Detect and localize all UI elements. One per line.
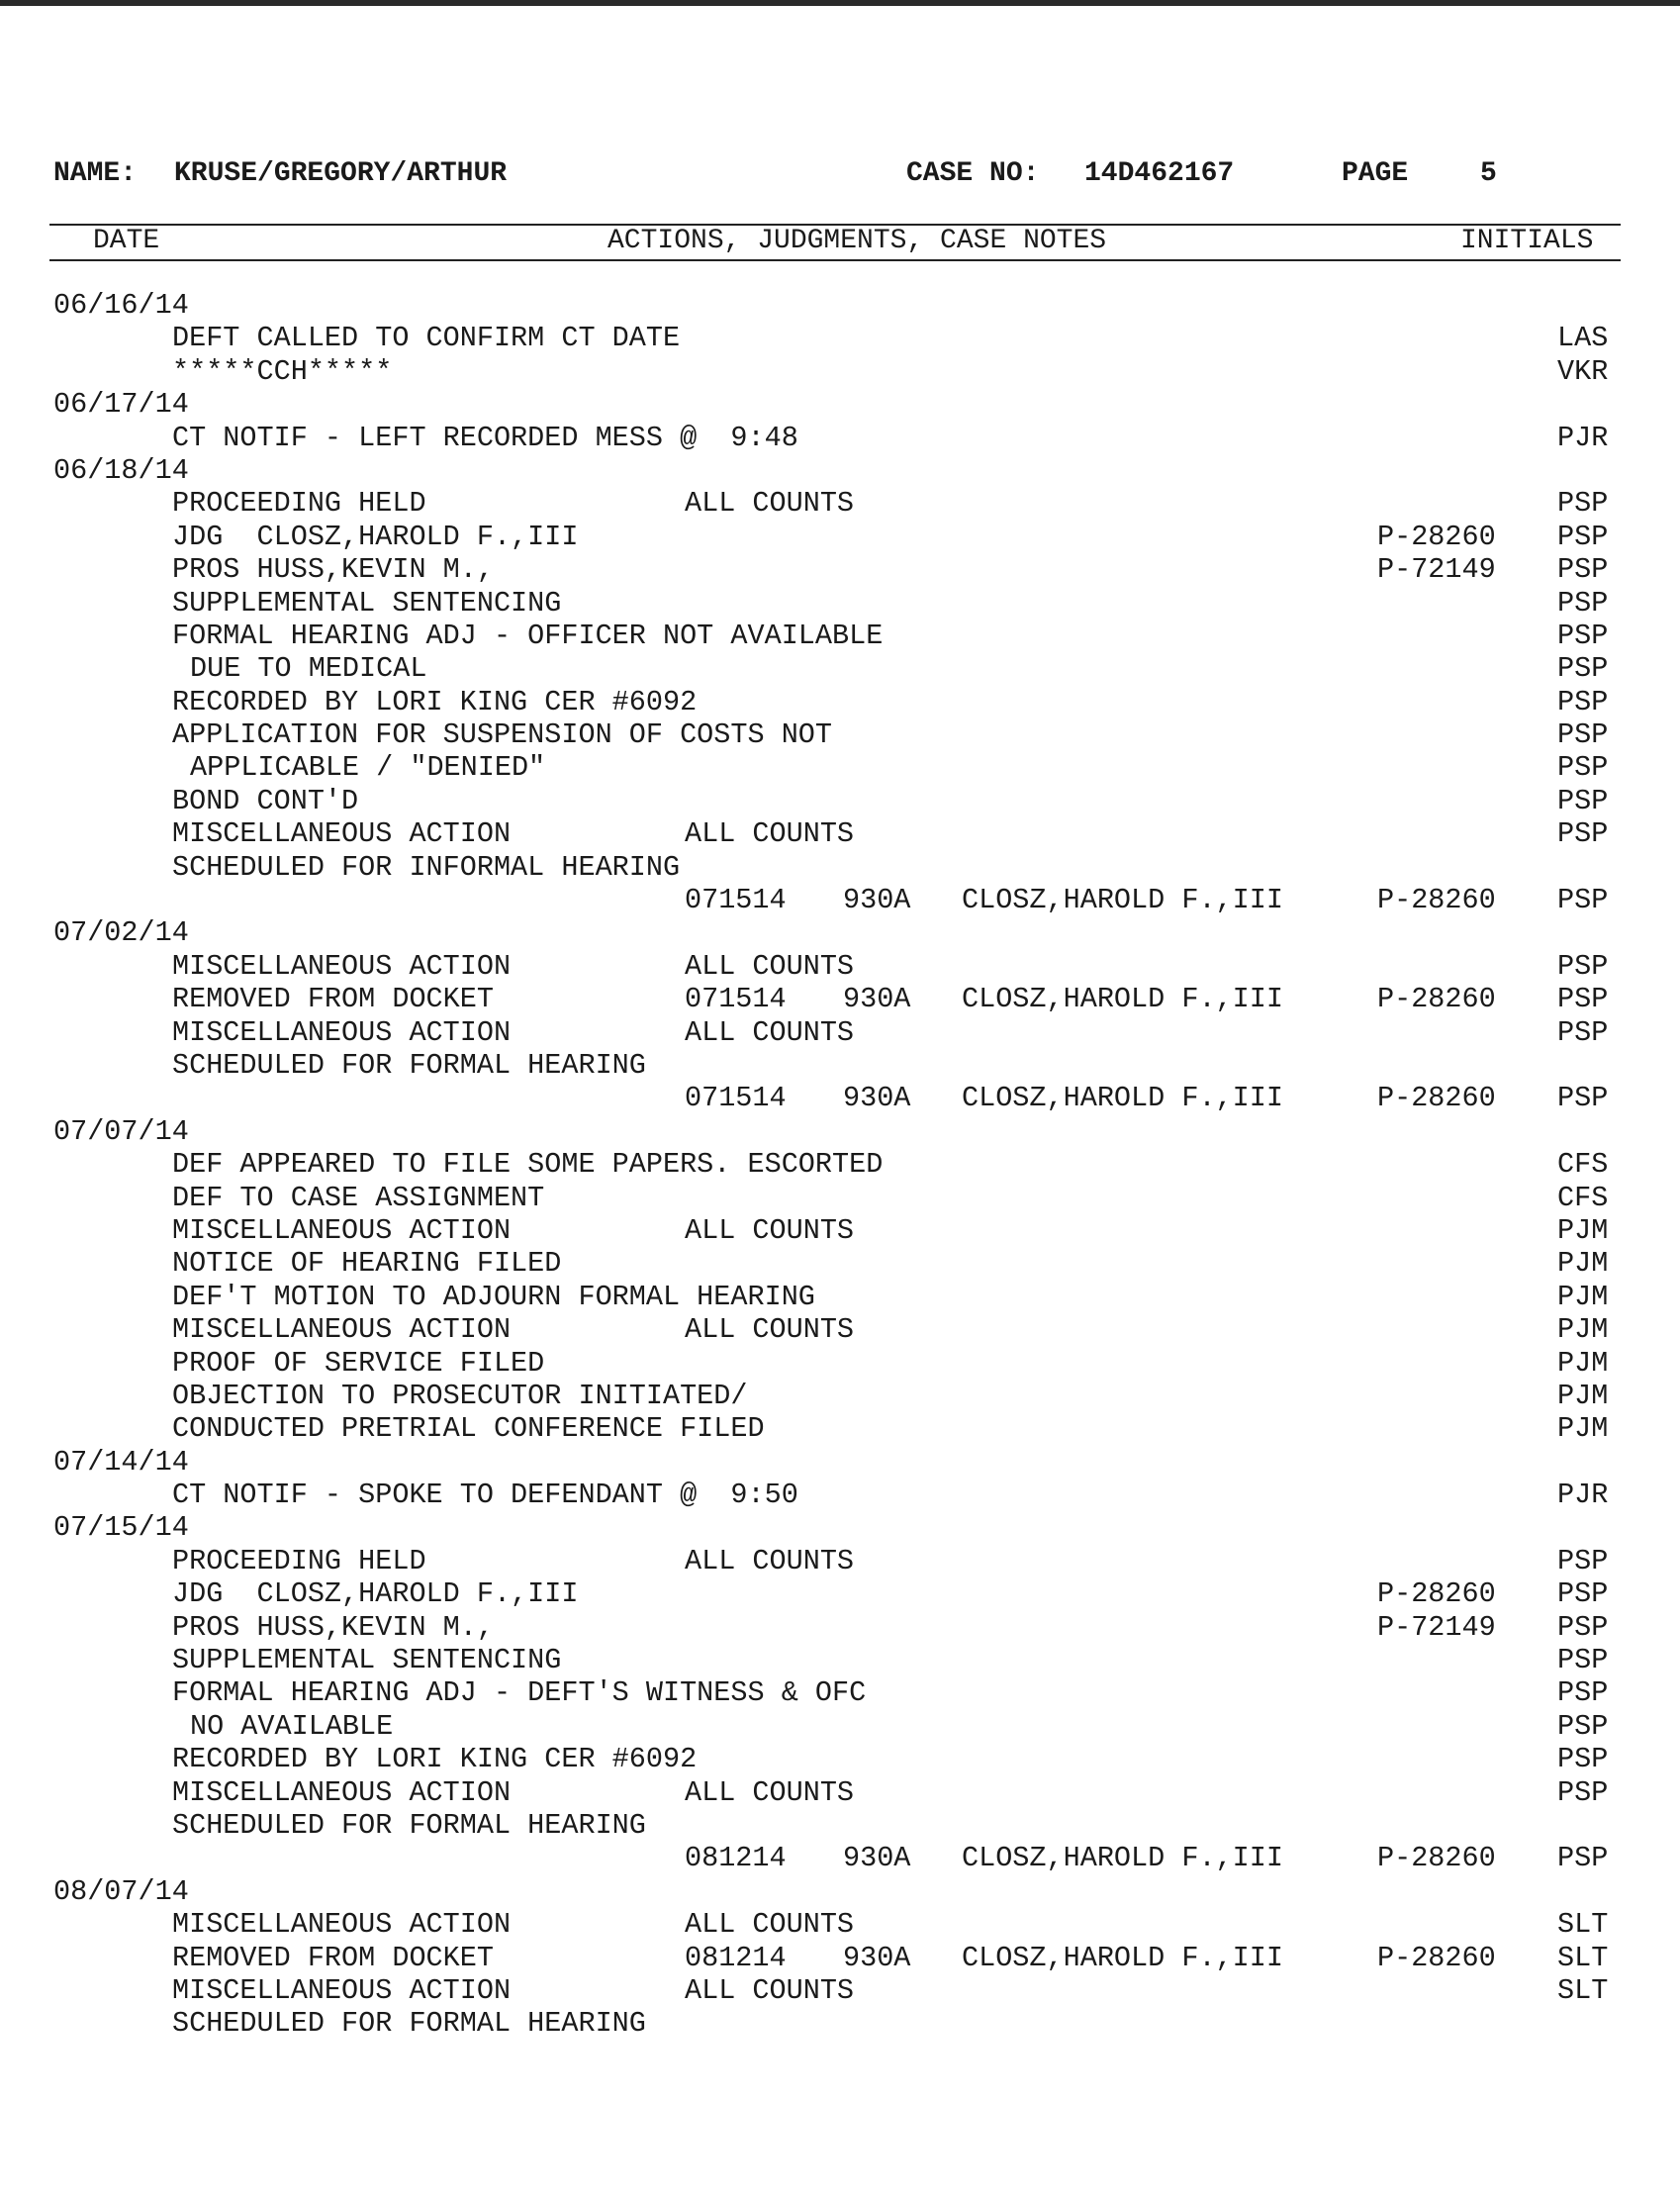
entry-initials: PSP xyxy=(1557,1644,1609,1677)
entry-row xyxy=(0,1842,1680,1874)
entry-date: 06/18/14 xyxy=(53,453,189,487)
entry-initials: PSP xyxy=(1557,1842,1609,1875)
entry-initials: PSP xyxy=(1557,751,1609,785)
entry-row xyxy=(0,1380,1680,1412)
entry-text: *****CCH***** xyxy=(172,354,393,388)
entry-row xyxy=(0,1182,1680,1214)
entry-row xyxy=(0,2007,1680,2040)
entry-initials: PSP xyxy=(1557,487,1609,521)
entry-initials: SLT xyxy=(1557,1973,1609,2007)
entry-row xyxy=(0,620,1680,652)
entry-detail: ALL COUNTS xyxy=(685,1973,855,2007)
date-row xyxy=(0,1511,1680,1544)
entry-text: SUPPLEMENTAL SENTENCING xyxy=(172,586,562,620)
column-actions: ACTIONS, JUDGMENTS, CASE NOTES xyxy=(607,226,1107,256)
entry-row xyxy=(0,1347,1680,1380)
entry-text: MISCELLANEOUS ACTION xyxy=(172,1015,512,1049)
entry-initials: PJM xyxy=(1557,1247,1609,1281)
defendant-name: KRUSE/GREGORY/ARTHUR xyxy=(174,158,508,189)
entry-bar-number: P-28260 xyxy=(1377,1941,1496,1974)
entry-initials: PJM xyxy=(1557,1213,1609,1247)
entry-text: PROS HUSS,KEVIN M., xyxy=(172,553,494,587)
entry-date: 07/15/14 xyxy=(53,1511,189,1545)
entry-text: JDG CLOSZ,HAROLD F.,III xyxy=(172,1577,579,1611)
entry-text: MISCELLANEOUS ACTION xyxy=(172,1313,512,1347)
entry-row xyxy=(0,1247,1680,1280)
entry-row xyxy=(0,1016,1680,1049)
entry-row xyxy=(0,652,1680,685)
entry-detail: 071514 xyxy=(685,884,787,917)
entry-row xyxy=(0,1577,1680,1610)
entry-initials: PSP xyxy=(1557,619,1609,652)
entry-text: CT NOTIF - SPOKE TO DEFENDANT @ 9:50 xyxy=(172,1479,798,1512)
entry-row xyxy=(0,1676,1680,1709)
entry-initials: PJM xyxy=(1557,1412,1609,1446)
entry-judge: CLOSZ,HAROLD F.,III xyxy=(962,1082,1283,1115)
entry-text: PROOF OF SERVICE FILED xyxy=(172,1346,545,1380)
entry-text: PROCEEDING HELD xyxy=(172,487,426,521)
entry-detail: ALL COUNTS xyxy=(685,949,855,983)
date-row xyxy=(0,1875,1680,1908)
date-row xyxy=(0,388,1680,421)
entry-initials: VKR xyxy=(1557,354,1609,388)
date-row xyxy=(0,916,1680,949)
entry-date: 07/07/14 xyxy=(53,1114,189,1148)
entry-date: 07/14/14 xyxy=(53,1445,189,1479)
entry-detail: ALL COUNTS xyxy=(685,1213,855,1247)
entry-row xyxy=(0,1743,1680,1775)
entry-judge: CLOSZ,HAROLD F.,III xyxy=(962,983,1283,1016)
entry-initials: PSP xyxy=(1557,983,1609,1016)
entry-row xyxy=(0,785,1680,817)
entry-text: RECORDED BY LORI KING CER #6092 xyxy=(172,685,698,718)
entry-date: 08/07/14 xyxy=(53,1874,189,1908)
entry-text: MISCELLANEOUS ACTION xyxy=(172,817,512,851)
entry-row xyxy=(0,884,1680,916)
entry-detail: 071514 xyxy=(685,983,787,1016)
entry-initials: PSP xyxy=(1557,1082,1609,1115)
entry-initials: PSP xyxy=(1557,1015,1609,1049)
entry-initials: PSP xyxy=(1557,652,1609,686)
entry-bar-number: P-28260 xyxy=(1377,983,1496,1016)
entry-row xyxy=(0,553,1680,586)
page-label: PAGE xyxy=(1342,158,1409,189)
entry-row xyxy=(0,950,1680,983)
entry-text: MISCELLANEOUS ACTION xyxy=(172,1973,512,2007)
entry-row xyxy=(0,322,1680,354)
entry-row xyxy=(0,355,1680,388)
entry-text: NO AVAILABLE xyxy=(190,1709,394,1743)
entry-time: 930A xyxy=(843,1941,911,1974)
entry-text: PROCEEDING HELD xyxy=(172,1544,426,1577)
entry-row xyxy=(0,1809,1680,1842)
entry-row xyxy=(0,718,1680,751)
entry-text: MISCELLANEOUS ACTION xyxy=(172,1213,512,1247)
entry-text: CONDUCTED PRETRIAL CONFERENCE FILED xyxy=(172,1412,765,1446)
entry-detail: 071514 xyxy=(685,1082,787,1115)
entry-initials: PJM xyxy=(1557,1280,1609,1313)
entry-detail: ALL COUNTS xyxy=(685,1908,855,1942)
column-headers xyxy=(0,226,1680,259)
column-date: DATE xyxy=(93,226,160,256)
entry-row xyxy=(0,1942,1680,1974)
entry-initials: PSP xyxy=(1557,1676,1609,1710)
entry-row xyxy=(0,751,1680,784)
date-row xyxy=(0,289,1680,322)
entry-initials: PJM xyxy=(1557,1346,1609,1380)
entry-row xyxy=(0,1313,1680,1346)
entry-row xyxy=(0,1214,1680,1247)
entry-row xyxy=(0,487,1680,520)
entry-row xyxy=(0,1479,1680,1511)
entry-detail: ALL COUNTS xyxy=(685,487,855,521)
entry-text: CT NOTIF - LEFT RECORDED MESS @ 9:48 xyxy=(172,421,798,454)
entry-time: 930A xyxy=(843,1842,911,1875)
entry-text: SCHEDULED FOR FORMAL HEARING xyxy=(172,2007,646,2041)
entry-bar-number: P-72149 xyxy=(1377,553,1496,587)
entry-initials: PSP xyxy=(1557,1610,1609,1644)
entry-date: 06/17/14 xyxy=(53,388,189,422)
entry-bar-number: P-28260 xyxy=(1377,1577,1496,1611)
entry-detail: 081214 xyxy=(685,1842,787,1875)
entry-detail: 081214 xyxy=(685,1941,787,1974)
entry-row xyxy=(0,1545,1680,1577)
entry-text: OBJECTION TO PROSECUTOR INITIATED/ xyxy=(172,1379,748,1412)
entry-bar-number: P-72149 xyxy=(1377,1610,1496,1644)
entry-time: 930A xyxy=(843,983,911,1016)
entry-initials: SLT xyxy=(1557,1941,1609,1974)
entry-text: PROS HUSS,KEVIN M., xyxy=(172,1610,494,1644)
entry-initials: PSP xyxy=(1557,1775,1609,1809)
entry-initials: CFS xyxy=(1557,1148,1609,1182)
case-number: 14D462167 xyxy=(1084,158,1235,189)
entry-bar-number: P-28260 xyxy=(1377,1842,1496,1875)
entry-initials: PSP xyxy=(1557,1709,1609,1743)
entry-initials: PSP xyxy=(1557,817,1609,851)
entry-text: SUPPLEMENTAL SENTENCING xyxy=(172,1644,562,1677)
entry-row xyxy=(0,686,1680,718)
entry-date: 07/02/14 xyxy=(53,916,189,950)
entry-text: REMOVED FROM DOCKET xyxy=(172,1941,494,1974)
date-row xyxy=(0,1115,1680,1148)
entry-judge: CLOSZ,HAROLD F.,III xyxy=(962,1941,1283,1974)
entry-row xyxy=(0,1908,1680,1941)
date-row xyxy=(0,454,1680,487)
name-label: NAME: xyxy=(53,158,138,189)
entry-detail: ALL COUNTS xyxy=(685,1775,855,1809)
entry-row xyxy=(0,1281,1680,1313)
entry-detail: ALL COUNTS xyxy=(685,1313,855,1347)
entry-row xyxy=(0,1611,1680,1644)
entry-initials: PSP xyxy=(1557,1743,1609,1776)
date-row xyxy=(0,1446,1680,1479)
entry-text: DEF TO CASE ASSIGNMENT xyxy=(172,1181,545,1214)
entry-initials: PJM xyxy=(1557,1379,1609,1412)
entry-text: DEFT CALLED TO CONFIRM CT DATE xyxy=(172,322,681,355)
entry-judge: CLOSZ,HAROLD F.,III xyxy=(962,1842,1283,1875)
entry-initials: PSP xyxy=(1557,553,1609,587)
scan-top-edge xyxy=(0,0,1680,6)
docket-entries xyxy=(0,289,1680,2041)
entry-initials: PSP xyxy=(1557,1544,1609,1577)
docket-header xyxy=(0,158,1680,198)
entry-text: SCHEDULED FOR FORMAL HEARING xyxy=(172,1808,646,1842)
entry-row xyxy=(0,983,1680,1015)
entry-bar-number: P-28260 xyxy=(1377,884,1496,917)
entry-row xyxy=(0,1082,1680,1114)
entry-initials: PSP xyxy=(1557,520,1609,553)
entry-row xyxy=(0,521,1680,553)
entry-bar-number: P-28260 xyxy=(1377,1082,1496,1115)
entry-row xyxy=(0,851,1680,884)
entry-text: JDG CLOSZ,HAROLD F.,III xyxy=(172,520,579,553)
entry-text: BOND CONT'D xyxy=(172,784,359,817)
entry-text: SCHEDULED FOR FORMAL HEARING xyxy=(172,1048,646,1082)
entry-text: FORMAL HEARING ADJ - DEFT'S WITNESS & OFC xyxy=(172,1676,867,1710)
entry-initials: PJR xyxy=(1557,1479,1609,1512)
entry-time: 930A xyxy=(843,884,911,917)
entry-initials: LAS xyxy=(1557,322,1609,355)
entry-time: 930A xyxy=(843,1082,911,1115)
entry-initials: PSP xyxy=(1557,685,1609,718)
entry-text: MISCELLANEOUS ACTION xyxy=(172,1775,512,1809)
entry-text: APPLICATION FOR SUSPENSION OF COSTS NOT xyxy=(172,718,833,752)
header-rule-bottom xyxy=(49,259,1621,261)
entry-initials: PSP xyxy=(1557,949,1609,983)
entry-initials: PSP xyxy=(1557,718,1609,752)
entry-date: 06/16/14 xyxy=(53,289,189,322)
entry-row xyxy=(0,1644,1680,1676)
entry-initials: PJM xyxy=(1557,1313,1609,1347)
entry-row xyxy=(0,1412,1680,1445)
entry-initials: PSP xyxy=(1557,884,1609,917)
entry-text: DEF'T MOTION TO ADJOURN FORMAL HEARING xyxy=(172,1280,815,1313)
entry-initials: PSP xyxy=(1557,784,1609,817)
page-number: 5 xyxy=(1480,158,1497,189)
entry-judge: CLOSZ,HAROLD F.,III xyxy=(962,884,1283,917)
entry-text: DUE TO MEDICAL xyxy=(190,652,427,686)
entry-row xyxy=(0,422,1680,454)
entry-row xyxy=(0,587,1680,620)
entry-text: SCHEDULED FOR INFORMAL HEARING xyxy=(172,850,681,884)
entry-text: MISCELLANEOUS ACTION xyxy=(172,1908,512,1942)
entry-row xyxy=(0,1049,1680,1082)
column-initials: INITIALS xyxy=(1460,226,1594,256)
entry-text: NOTICE OF HEARING FILED xyxy=(172,1247,562,1281)
entry-row xyxy=(0,1974,1680,2007)
entry-detail: ALL COUNTS xyxy=(685,1015,855,1049)
entry-row xyxy=(0,817,1680,850)
entry-bar-number: P-28260 xyxy=(1377,520,1496,553)
entry-row xyxy=(0,1710,1680,1743)
entry-initials: PSP xyxy=(1557,1577,1609,1611)
entry-row xyxy=(0,1776,1680,1809)
entry-text: REMOVED FROM DOCKET xyxy=(172,983,494,1016)
entry-initials: PJR xyxy=(1557,421,1609,454)
entry-text: APPLICABLE / "DENIED" xyxy=(190,751,546,785)
case-number-label: CASE NO: xyxy=(906,158,1040,189)
entry-text: MISCELLANEOUS ACTION xyxy=(172,949,512,983)
entry-text: RECORDED BY LORI KING CER #6092 xyxy=(172,1743,698,1776)
entry-detail: ALL COUNTS xyxy=(685,817,855,851)
entry-detail: ALL COUNTS xyxy=(685,1544,855,1577)
entry-row xyxy=(0,1148,1680,1181)
entry-text: DEF APPEARED TO FILE SOME PAPERS. ESCORTED xyxy=(172,1148,884,1182)
entry-initials: PSP xyxy=(1557,586,1609,620)
entry-initials: SLT xyxy=(1557,1908,1609,1942)
entry-initials: CFS xyxy=(1557,1181,1609,1214)
entry-text: FORMAL HEARING ADJ - OFFICER NOT AVAILABLE xyxy=(172,619,884,652)
